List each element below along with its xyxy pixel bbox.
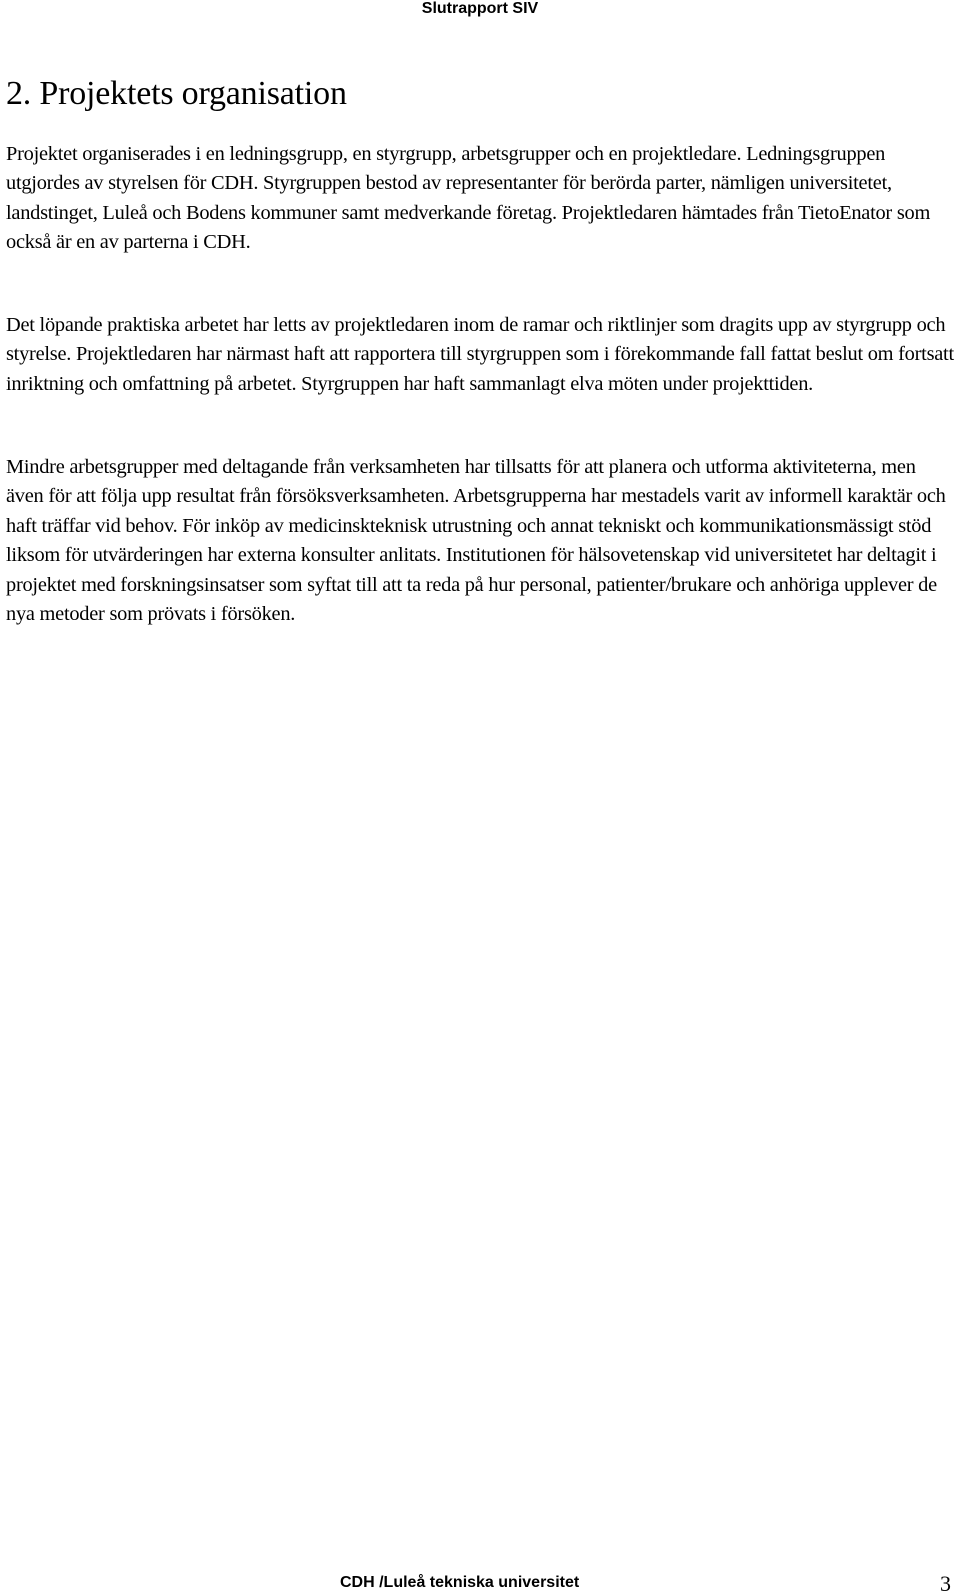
paragraph-practical-work: Det löpande praktiska arbetet har letts av projektledaren inom de ramar och riktlinjer som dragits upp av styrgrupp och styrelse. Projektledaren har närmast haft att rapportera till styrgruppen som i förekommande fall fattat beslut om fortsatt inriktning och omfattning på arbetet. Styrgruppen har haft sammanlagt elva möten under projekttiden. <box>6 314 954 395</box>
page-number: 3 <box>940 1571 951 1596</box>
footer-institution: CDH /Luleå tekniska universitet <box>340 1574 580 1591</box>
page-footer <box>0 1573 960 1595</box>
paragraph-organisation: Projektet organiserades i en ledningsgrupp, en styrgrupp, arbetsgrupper och en projektledare. Ledningsgruppen utgjordes av styrelsen för CDH. Styrgruppen bestod av representanter för berörda parter, nämligen universitetet, landstinget, Luleå och Bodens kommuner samt medverkande företag. Projektledaren hämtades från TietoEnator som också är en av parterna i CDH. <box>6 143 931 254</box>
paragraph-working-groups: Mindre arbetsgrupper med deltagande från verksamheten har tillsatts för att planera och utforma aktiviteterna, men även för att följa upp resultat från försöksverksamheten. Arbetsgrupperna har mestadels varit av informell karaktär och haft träffar vid behov. För inköp av medicinskteknisk utrustning och annat tekniskt och kommunikationsmässigt stöd liksom för utvärderingen har externa konsulter anlitats. Institutionen för hälsovetenskap vid universitetet har deltagit i projektet med forskningsinsatser som syftat till att ta reda på hur personal, patienter/brukare och anhöriga upplever de nya metoder som prövats i försöken. <box>6 456 946 626</box>
running-header: Slutrapport SIV <box>421 0 539 17</box>
section-heading: 2. Projektets organisation <box>6 75 347 112</box>
